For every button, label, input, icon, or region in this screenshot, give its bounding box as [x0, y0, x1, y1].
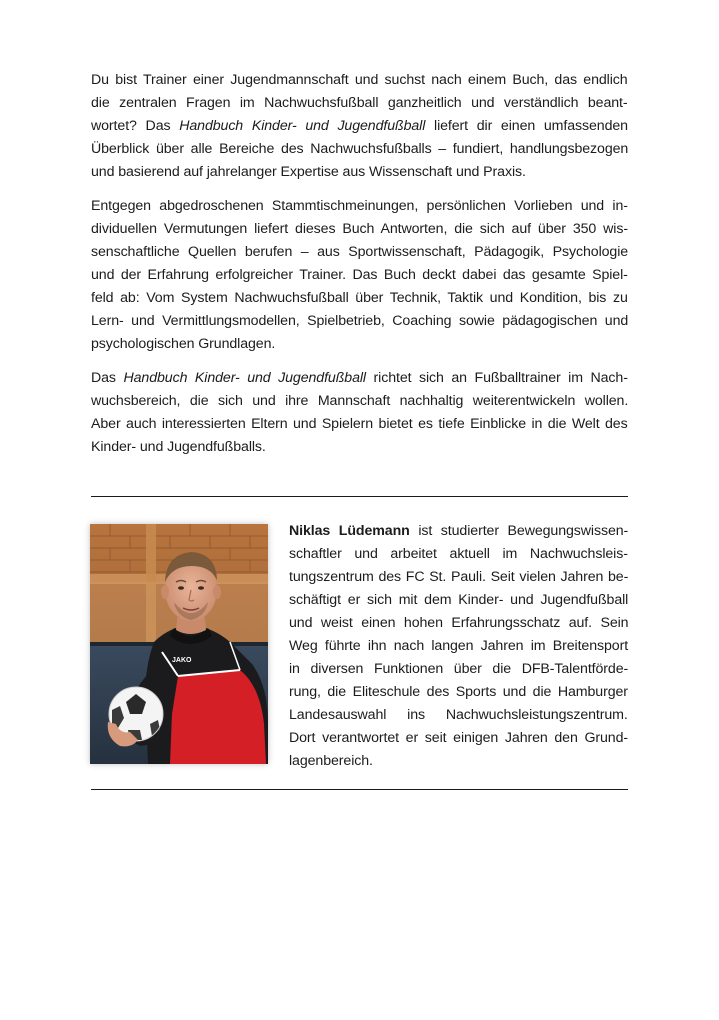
- divider-bottom: [91, 789, 628, 790]
- text-line: [289, 520, 628, 542]
- book-title: Handbuch Kinder- und Jugendfußball: [123, 370, 366, 386]
- text-line: in diversen Funktionen über die DFB-Talentförde-: [289, 661, 629, 677]
- text-span: richtet sich an Fußballtrainer im Nach-: [365, 370, 628, 386]
- text-line: dividuellen Vermutungen liefert dieses Buch Antworten, die sich auf über 350 wis-: [91, 221, 628, 237]
- text-span: liefert dir einen umfassenden: [425, 118, 628, 134]
- text-span: wortet? Das: [91, 118, 180, 134]
- text-line: Weg führte ihn nach langen Jahren im Breitensport: [289, 638, 629, 654]
- text-line: Überblick über alle Bereiche des Nachwuchsfußballs – fundiert, handlungsbezogen: [91, 141, 629, 157]
- author-name: Niklas Lüdemann: [289, 523, 410, 539]
- text-line: Lern- und Vermittlungsmodellen, Spielbetrieb, Coaching sowie pädagogischen und: [91, 313, 629, 329]
- text-line: [91, 115, 628, 137]
- text-line: [91, 367, 628, 389]
- divider-top: [91, 496, 628, 497]
- text-line: und der Erfahrung erfolgreicher Trainer. Das Buch deckt dabei das gesamte Spiel-: [91, 267, 628, 283]
- text-line: Entgegen abgedroschenen Stammtischmeinungen, persönlichen Vorlieben und in-: [91, 198, 628, 214]
- text-line: tungszentrum des FC St. Pauli. Seit vielen Jahren be-: [289, 569, 629, 585]
- author-photo: [90, 524, 268, 764]
- text-line: und weist einen hohen Erfahrungsschatz auf. Sein: [289, 615, 629, 631]
- text-line: die zentralen Fragen im Nachwuchsfußball ganzheitlich und verständlich beant-: [91, 95, 628, 111]
- text-line: schaftler und arbeitet aktuell im Nachwuchsleis-: [289, 546, 628, 562]
- text-line: und basierend auf jahrelanger Expertise aus Wissenschaft und Praxis.: [91, 164, 526, 180]
- text-line: schäftigt er sich mit dem Kinder- und Jugendfußball: [289, 592, 629, 608]
- text-line: Kinder- und Jugendfußballs.: [91, 439, 266, 455]
- text-span: Das: [91, 370, 124, 386]
- text-line: Dort verantwortet er seit einigen Jahren den Grund-: [289, 730, 629, 746]
- text-line: psychologischen Grundlagen.: [91, 336, 276, 352]
- book-title: Handbuch Kinder- und Jugendfußball: [179, 118, 426, 134]
- jersey-logo-text: JAKO: [172, 657, 192, 664]
- text-line: feld ab: Vom System Nachwuchsfußball über Technik, Taktik und Kondition, bis zu: [91, 290, 628, 306]
- text-line: Aber auch interessierten Eltern und Spielern bietet es tiefe Einblicke in die Welt des: [91, 416, 628, 432]
- text-span: ist studierter Bewegungswissen-: [409, 523, 629, 539]
- text-line: Landesauswahl ins Nachwuchsleistungszentrum.: [289, 707, 628, 723]
- text-line: lagenbereich.: [289, 753, 373, 769]
- text-line: wuchsbereich, die sich und ihre Mannschaft nachhaltig weiterentwickeln wollen.: [91, 393, 629, 409]
- text-line: rung, die Eliteschule des Sports und die Hamburger: [289, 684, 628, 700]
- text-line: senschaftliche Quellen berufen – aus Sportwissenschaft, Pädagogik, Psychologie: [91, 244, 629, 260]
- author-photo-illustration: [90, 524, 268, 764]
- text-line: Du bist Trainer einer Jugendmannschaft und suchst nach einem Buch, das endlich: [91, 72, 628, 88]
